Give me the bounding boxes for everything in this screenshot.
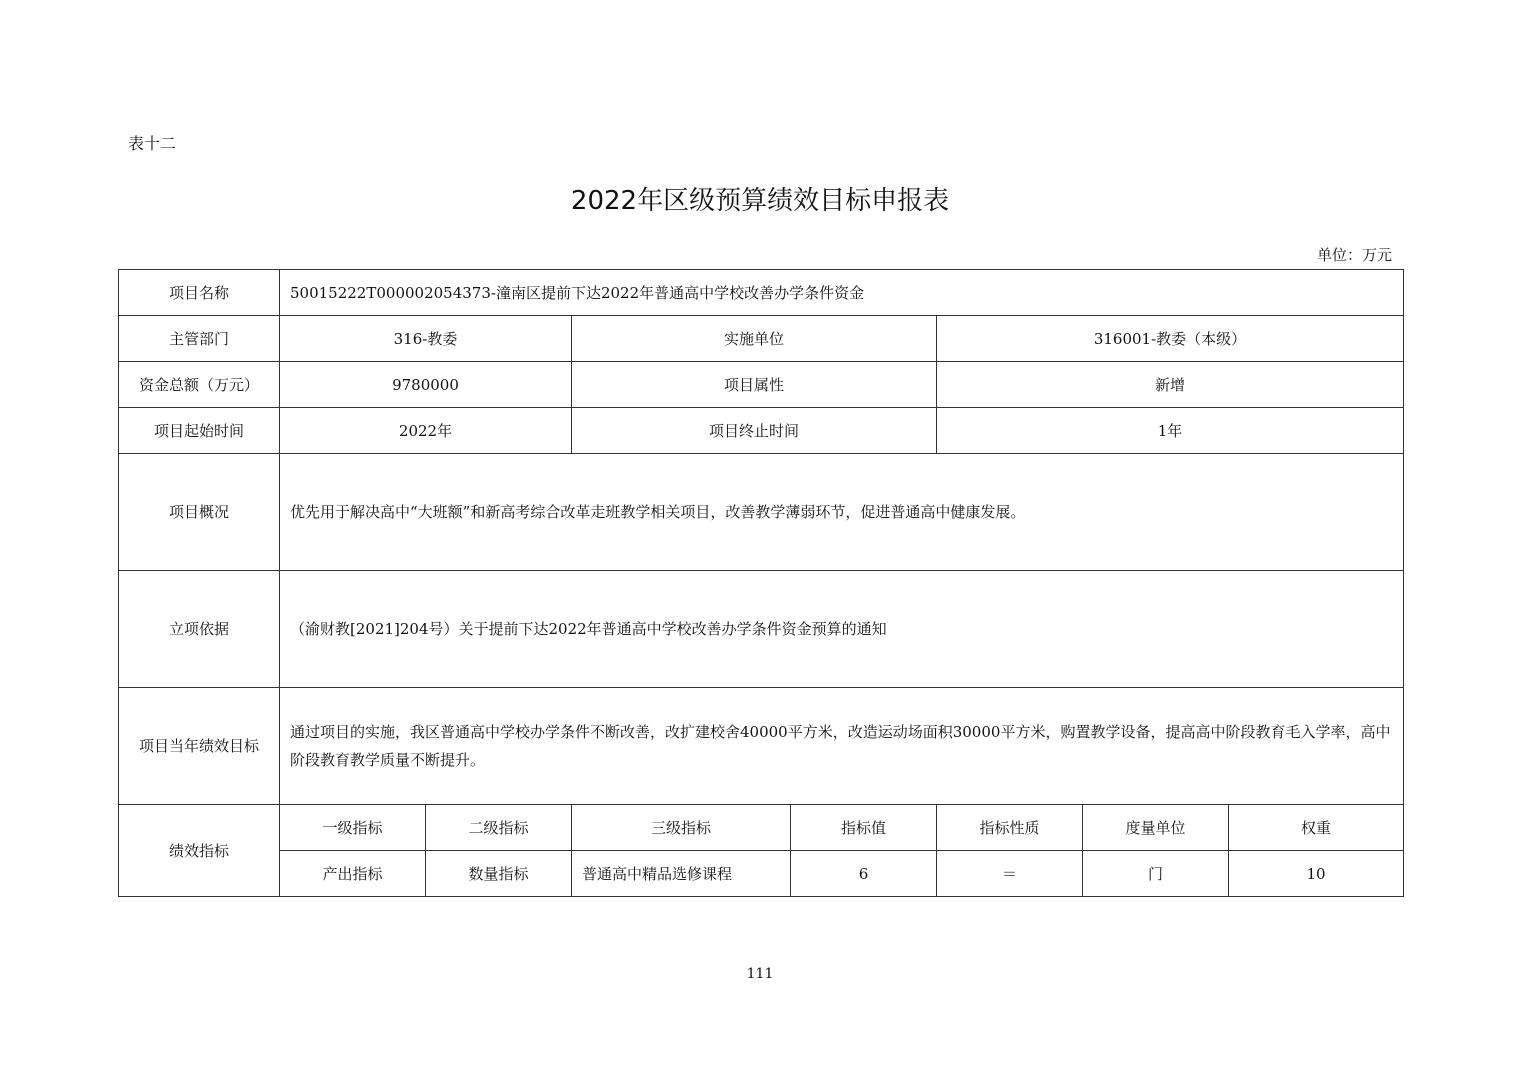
total-funds-label: 资金总额（万元） (119, 362, 280, 408)
basis-value: （渝财教[2021]204号）关于提前下达2022年普通高中学校改善办学条件资金预算的通知 (280, 571, 1404, 688)
annual-goal-value: 通过项目的实施，我区普通高中学校办学条件不断改善，改扩建校舍40000平方米，改造运动场面积30000平方米，购置教学设备，提高高中阶段教育毛入学率，高中阶段教育教学质量不断提升。 (280, 688, 1404, 805)
attribute-value: 新增 (937, 362, 1404, 408)
department-label: 主管部门 (119, 316, 280, 362)
indicator-header: 二级指标 (426, 805, 572, 851)
row-overview (119, 454, 1404, 571)
unit-note: 单位：万元 (1316, 246, 1392, 264)
row-indicator-headers (119, 805, 1404, 851)
department-value: 316-教委 (280, 316, 572, 362)
row-project-name (119, 270, 1404, 316)
row-basis (119, 571, 1404, 688)
page-title: 2022年区级预算绩效目标申报表 (570, 186, 950, 216)
end-time-value: 1年 (937, 408, 1404, 454)
indicator-cell: 10 (1229, 851, 1404, 897)
overview-value: 优先用于解决高中“大班额”和新高考综合改革走班教学相关项目，改善教学薄弱环节，促进普通高中健康发展。 (280, 454, 1404, 571)
end-time-label: 项目终止时间 (572, 408, 937, 454)
annual-goal-label: 项目当年绩效目标 (119, 688, 280, 805)
project-name-label: 项目名称 (119, 270, 280, 316)
row-funds (119, 362, 1404, 408)
table-label: 表十二 (128, 134, 177, 153)
indicator-row (119, 851, 1404, 897)
budget-form-table (118, 269, 1404, 897)
implementer-label: 实施单位 (572, 316, 937, 362)
indicator-cell: 门 (1083, 851, 1229, 897)
indicator-header: 指标性质 (937, 805, 1083, 851)
indicator-cell: 6 (791, 851, 937, 897)
indicator-cell: 普通高中精品选修课程 (572, 851, 791, 897)
attribute-label: 项目属性 (572, 362, 937, 408)
indicator-cell: 产出指标 (280, 851, 426, 897)
project-name-value: 50015222T000002054373-潼南区提前下达2022年普通高中学校改善办学条件资金 (280, 270, 1404, 316)
indicator-header: 一级指标 (280, 805, 426, 851)
overview-label: 项目概况 (119, 454, 280, 571)
indicators-label: 绩效指标 (119, 805, 280, 897)
row-time (119, 408, 1404, 454)
start-time-value: 2022年 (280, 408, 572, 454)
indicator-header: 指标值 (791, 805, 937, 851)
indicator-cell: ＝ (937, 851, 1083, 897)
basis-label: 立项依据 (119, 571, 280, 688)
row-department (119, 316, 1404, 362)
indicator-cell: 数量指标 (426, 851, 572, 897)
indicator-header: 权重 (1229, 805, 1404, 851)
row-annual-goal (119, 688, 1404, 805)
total-funds-value: 9780000 (280, 362, 572, 408)
indicator-header: 三级指标 (572, 805, 791, 851)
page-number: 111 (746, 966, 774, 982)
implementer-value: 316001-教委（本级） (937, 316, 1404, 362)
indicator-header: 度量单位 (1083, 805, 1229, 851)
start-time-label: 项目起始时间 (119, 408, 280, 454)
